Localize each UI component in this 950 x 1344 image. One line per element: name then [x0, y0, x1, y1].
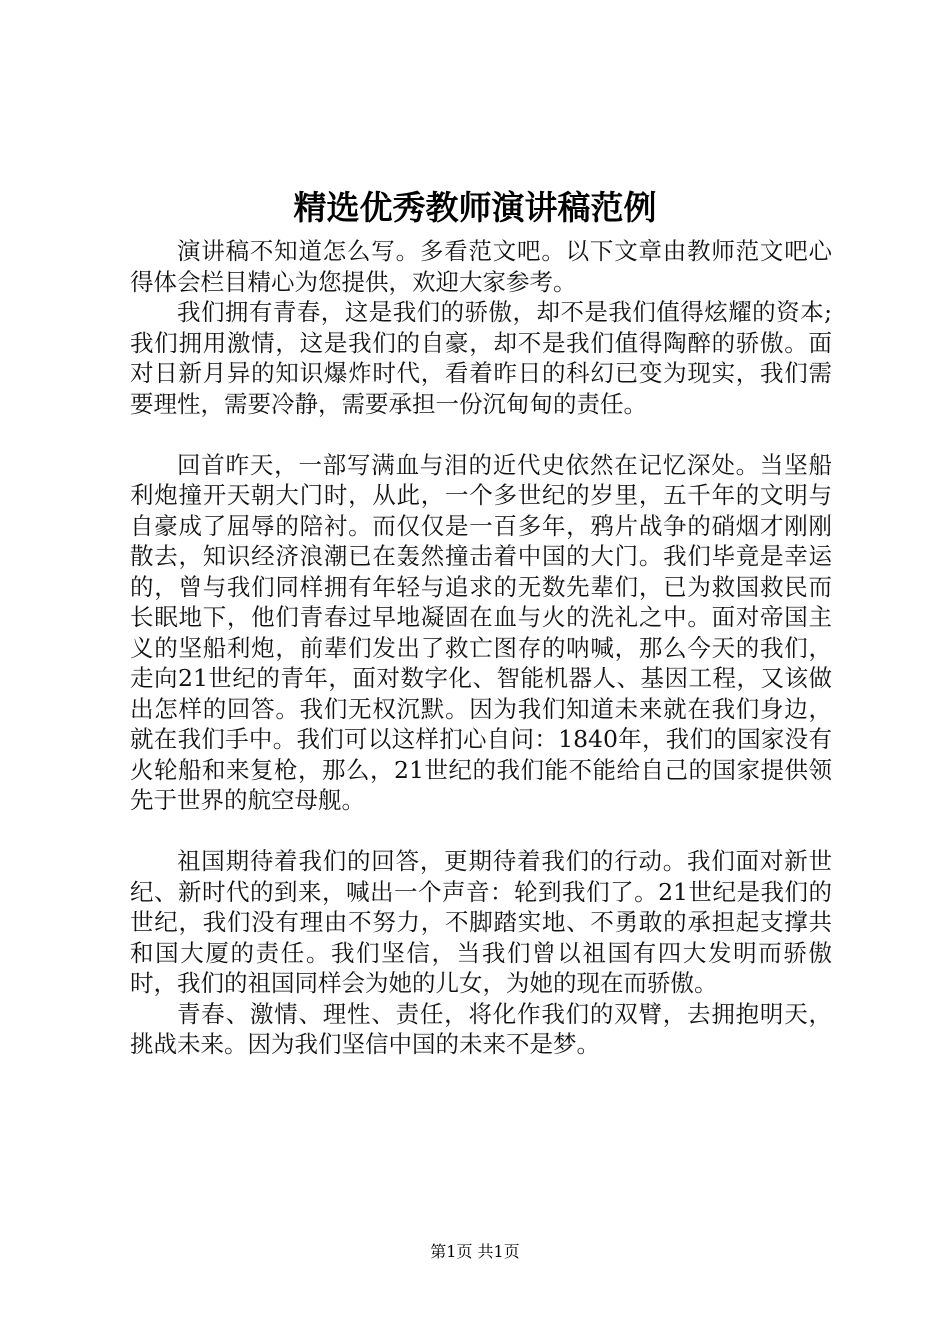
- paragraph-motherland: 祖国期待着我们的回答，更期待着我们的行动。我们面对新世纪、新时代的到来，喊出一个声音：轮到我们了。21世纪是我们的世纪，我们没有理由不努力，不脚踏实地、不勇敢的承担起支撑共和国大厦的责任。我们坚信，当我们曾以祖国有四大发明而骄傲时，我们的祖国同样会为她的儿女，为她的现在而骄傲。: [130, 847, 832, 997]
- document-title: 精选优秀教师演讲稿范例: [293, 188, 657, 227]
- paragraph-history: 回首昨天，一部写满血与泪的近代史依然在记忆深处。当坚船利炮撞开天朝大门时，从此，一个多世纪的岁里，五千年的文明与自豪成了屈辱的陪衬。而仅仅是一百多年，鸦片战争的硝烟才刚刚散去，知识经济浪潮已在轰然撞击着中国的大门。我们毕竟是幸运的，曾与我们同样拥有年轻与追求的无数先辈们，已为救国救民而长眠地下，他们青春过早地凝固在血与火的洗礼之中。面对帝国主义的坚船利炮，前辈们发出了救亡图存的呐喊，那么今天的我们，走向21世纪的青年，面对数字化、智能机器人、基因工程，又该做出怎样的回答。我们无权沉默。因为我们知道未来就在我们身边，就在我们手中。我们可以这样扪心自问：1840年，我们的国家没有火轮船和来复枪，那么，21世纪的我们能不能给自己的国家提供领先于世界的航空母舰。: [130, 450, 832, 814]
- paragraph-intro: 演讲稿不知道怎么写。多看范文吧。以下文章由教师范文吧心得体会栏目精心为您提供，欢迎大家参考。: [130, 237, 832, 296]
- paragraph-youth: 我们拥有青春，这是我们的骄傲，却不是我们值得炫耀的资本;我们拥用激情，这是我们的自豪，却不是我们值得陶醉的骄傲。面对日新月异的知识爆炸时代，看着昨日的科幻已变为现实，我们需要理性，需要冷静，需要承担一份沉甸甸的责任。: [130, 298, 832, 418]
- document-body: [130, 236, 832, 1060]
- paragraph-conclusion: 青春、激情、理性、责任，将化作我们的双臂，去拥抱明天，挑战未来。因为我们坚信中国的未来不是梦。: [130, 999, 832, 1058]
- page-number-footer: 第1页 共1页: [430, 1242, 520, 1261]
